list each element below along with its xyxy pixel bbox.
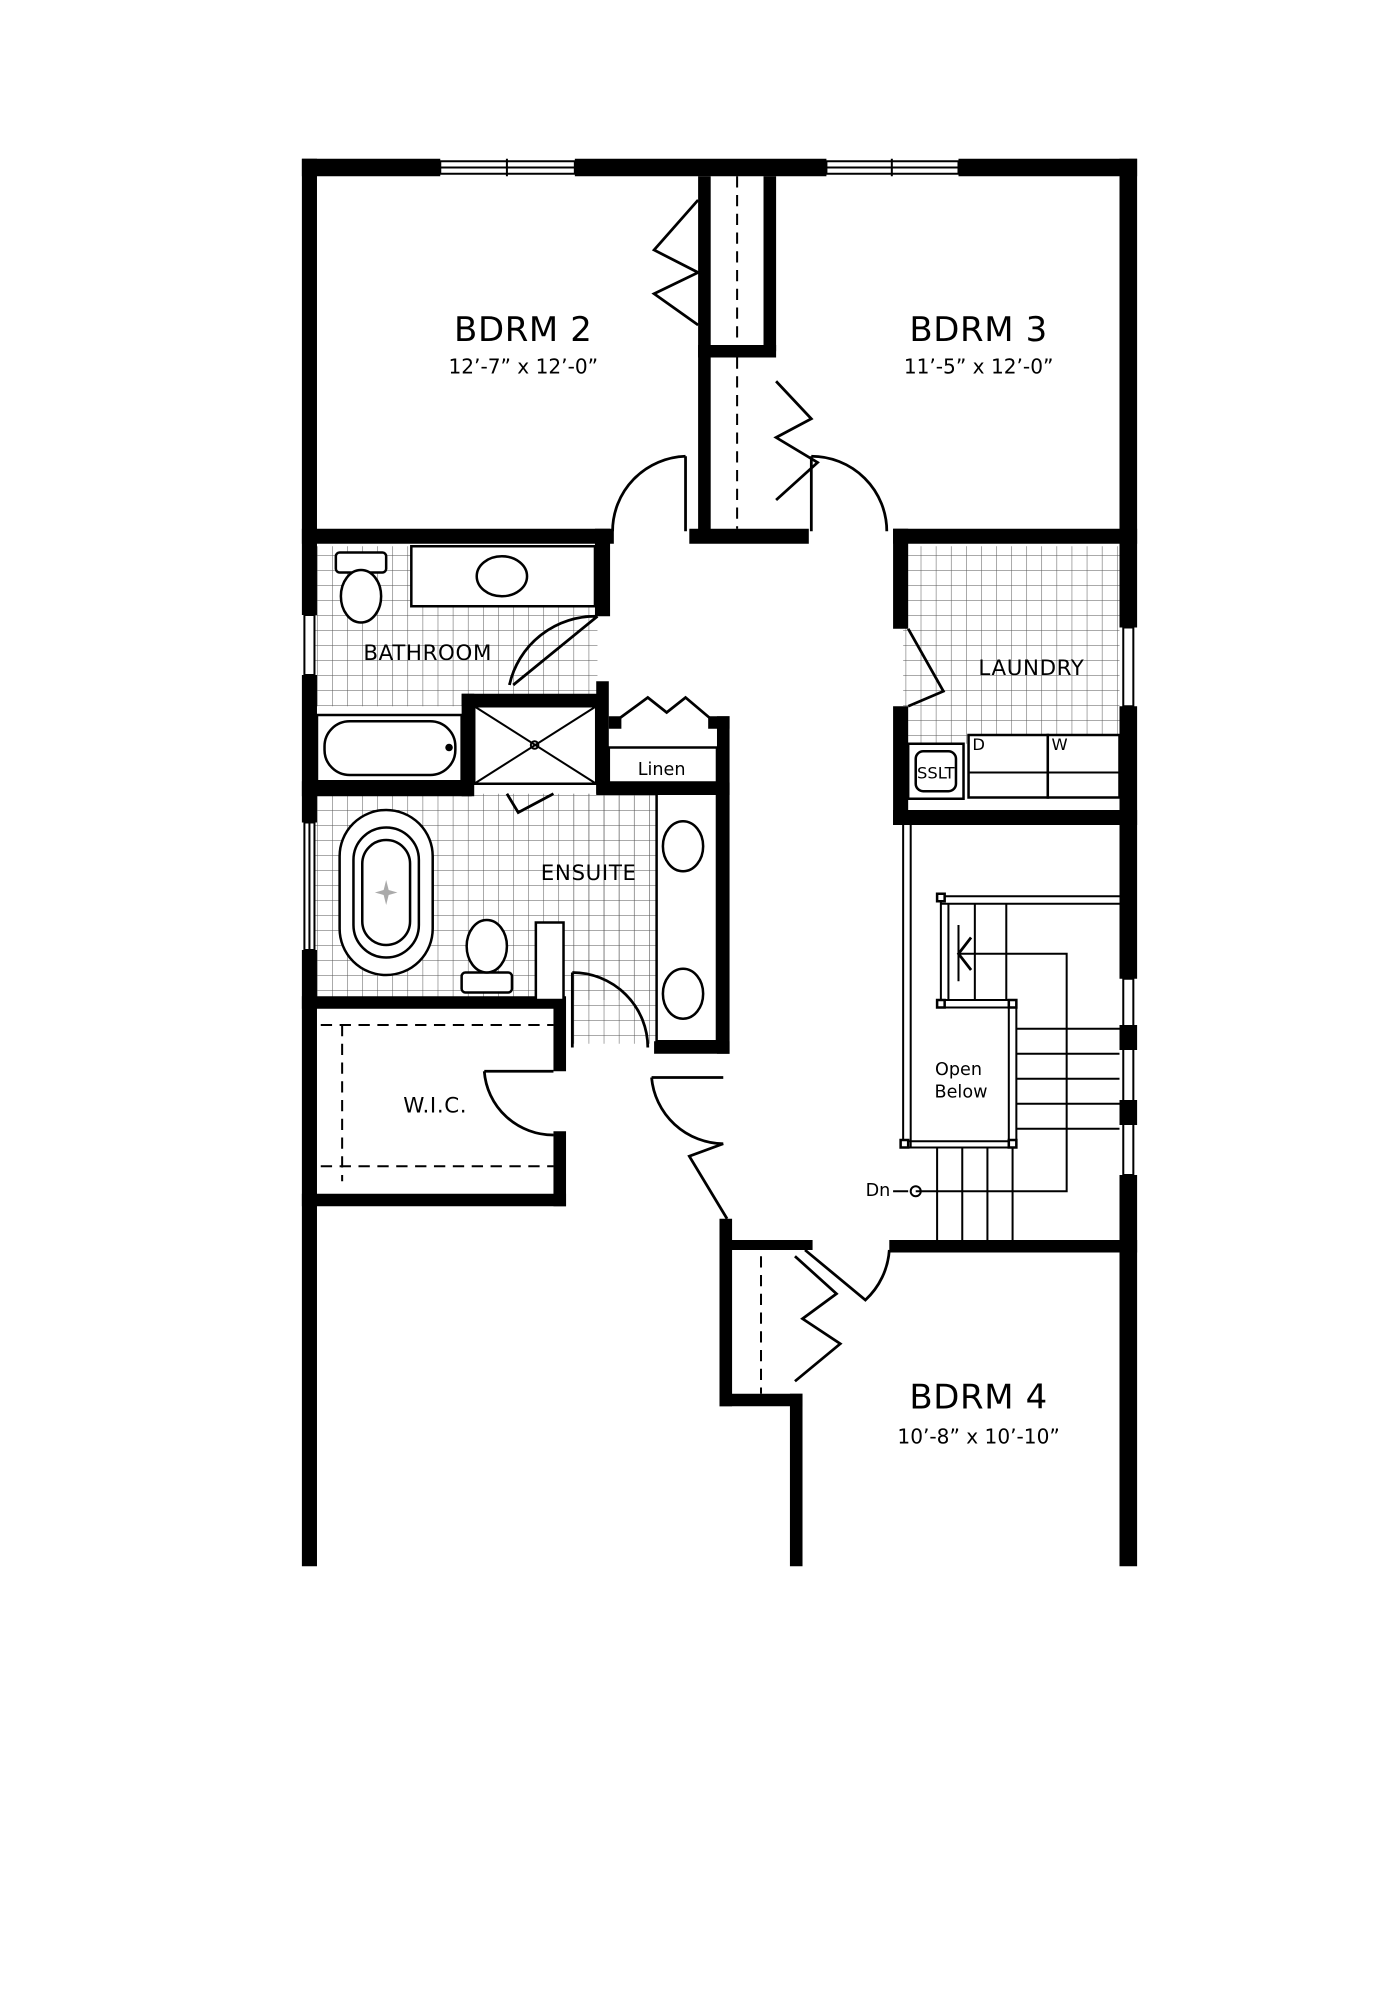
wall-left-2 bbox=[302, 675, 317, 823]
wall-laundry-left bbox=[893, 529, 908, 629]
stairs bbox=[893, 825, 1119, 1240]
vanity-ensuite bbox=[657, 794, 717, 1042]
room-name-bdrm2: BDRM 2 bbox=[454, 310, 593, 350]
room-dims-bdrm3: 11’-5” x 12’-0” bbox=[903, 354, 1054, 379]
wall-wic-bottom bbox=[302, 1194, 566, 1207]
wall-left-1 bbox=[302, 159, 317, 615]
wall-b4-closet-top bbox=[719, 1240, 812, 1250]
wall-right-1 bbox=[1119, 159, 1137, 628]
room-name-bathroom: BATHROOM bbox=[363, 641, 493, 666]
wall-b4-closet-right bbox=[790, 1394, 803, 1567]
wall-top-right bbox=[958, 159, 1137, 177]
window-laundry bbox=[1123, 628, 1133, 707]
wall-b4-closet-left bbox=[719, 1219, 732, 1407]
wall-bdrm3-bottom bbox=[893, 529, 1137, 544]
wall-bath-right bbox=[595, 529, 610, 617]
wall-top-left bbox=[302, 159, 440, 177]
wall-shower-left bbox=[462, 694, 475, 797]
wall-ensuite-right bbox=[717, 716, 730, 1054]
closet-door-bdrm2[interactable] bbox=[654, 200, 698, 325]
freestanding-tub bbox=[340, 810, 433, 975]
door-wic[interactable] bbox=[484, 1071, 553, 1135]
wall-closet-bottom bbox=[689, 529, 808, 544]
washer-label: W bbox=[1051, 735, 1068, 754]
dryer-label: D bbox=[972, 735, 985, 754]
wall-bath-ensuite bbox=[302, 781, 472, 796]
door-bdrm3[interactable] bbox=[811, 456, 886, 531]
open-below-label-1: Open bbox=[934, 1060, 983, 1080]
room-dims-bdrm4: 10’-8” x 10’-10” bbox=[897, 1424, 1060, 1449]
down-label: Dn bbox=[865, 1181, 891, 1202]
wall-shower-right bbox=[596, 681, 609, 794]
ssl-label: SSLT bbox=[917, 763, 955, 783]
room-name-ensuite: ENSUITE bbox=[540, 861, 637, 886]
wall-left-3 bbox=[302, 950, 317, 1566]
ensuite-floor-lower bbox=[572, 794, 658, 1044]
wall-wic-right-top bbox=[553, 996, 566, 1071]
door-linen[interactable] bbox=[619, 698, 711, 719]
wall-closet-right bbox=[764, 176, 777, 351]
wall-bdrm4-top bbox=[889, 1240, 1137, 1253]
wall-top-mid bbox=[575, 159, 827, 177]
window-stair bbox=[1123, 979, 1133, 1175]
wall-closet-mid bbox=[698, 345, 776, 358]
wall-laundry-left-2 bbox=[893, 706, 908, 825]
door-hall-2[interactable] bbox=[689, 1144, 727, 1219]
wall-ensuite-bottom bbox=[654, 1041, 729, 1054]
room-name-laundry: LAUNDRY bbox=[978, 656, 1085, 681]
wall-right-3 bbox=[1119, 1175, 1137, 1566]
laundry-floor bbox=[903, 546, 1119, 744]
window-bathroom bbox=[304, 615, 314, 675]
toilet-ensuite bbox=[462, 920, 512, 993]
room-name-bdrm4: BDRM 4 bbox=[909, 1377, 1048, 1417]
door-bdrm2[interactable] bbox=[613, 456, 686, 531]
bathtub bbox=[317, 715, 462, 781]
room-name-bdrm3: BDRM 3 bbox=[909, 310, 1048, 350]
room-name-linen: Linen bbox=[637, 760, 686, 780]
room-dims-bdrm2: 12’-7” x 12’-0” bbox=[448, 354, 599, 379]
open-below-label-2: Below bbox=[934, 1082, 988, 1103]
shower bbox=[474, 706, 596, 784]
wall-shower-top bbox=[462, 694, 607, 707]
door-hall-1[interactable] bbox=[652, 1078, 724, 1144]
vanity-bathroom bbox=[411, 546, 595, 606]
wall-bdrm2-bottom bbox=[302, 529, 614, 544]
room-name-wic: W.I.C. bbox=[403, 1093, 468, 1119]
wall-wic-top bbox=[302, 996, 564, 1009]
ensuite-cabinet bbox=[536, 923, 564, 1001]
wall-laundry-bottom bbox=[893, 810, 1137, 825]
wall-right-2 bbox=[1119, 706, 1137, 979]
